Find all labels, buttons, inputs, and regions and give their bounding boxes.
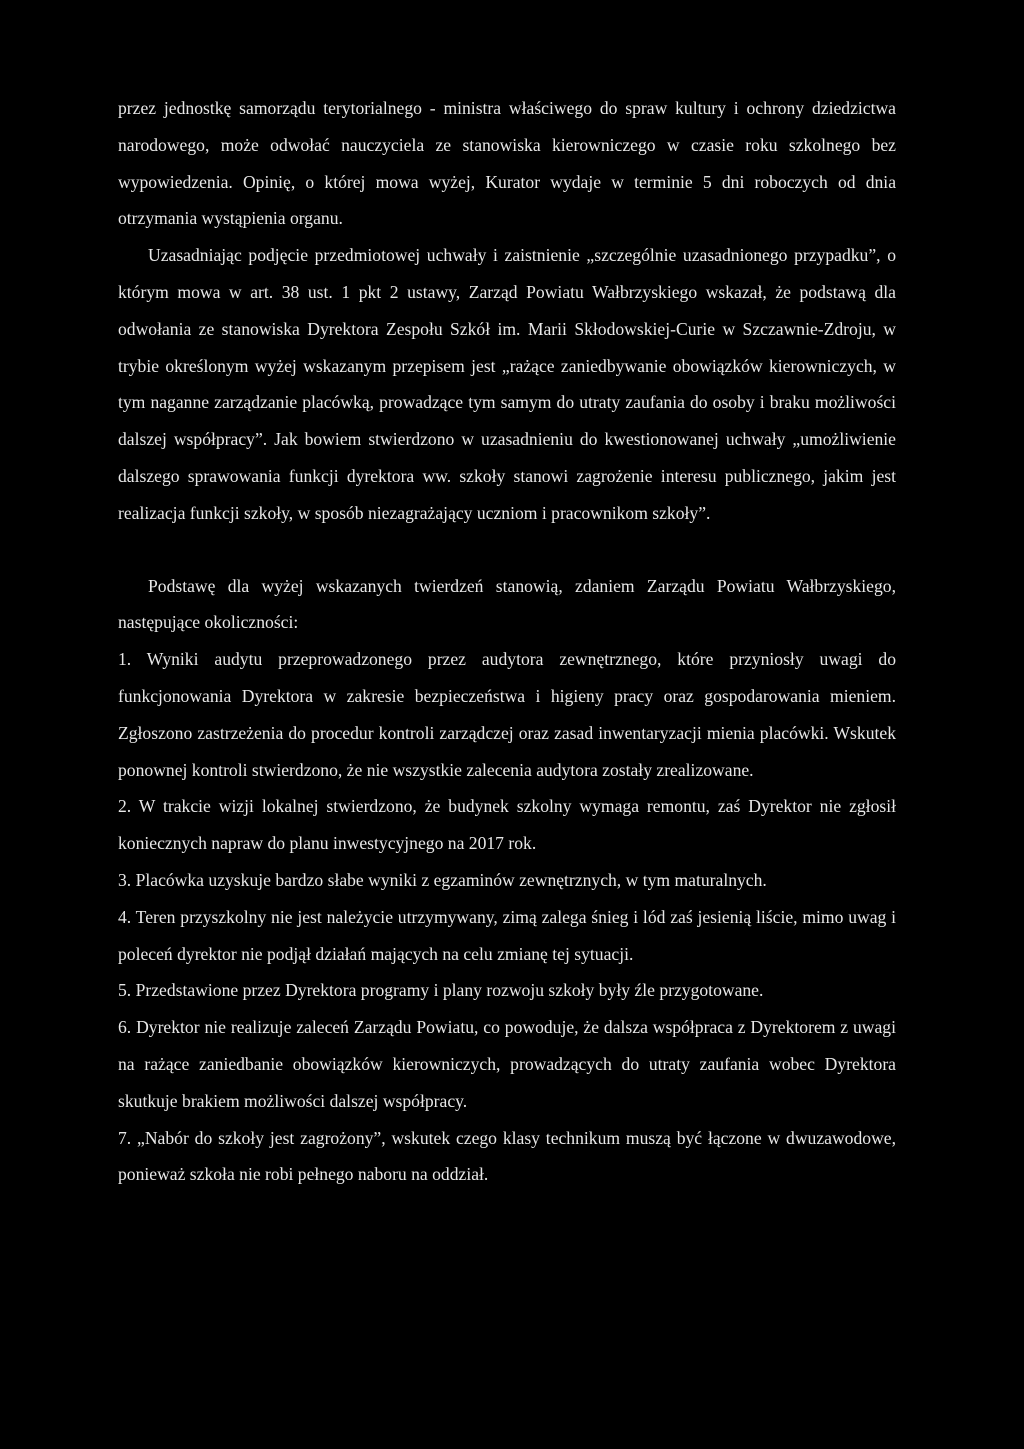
- list-item-5: 5. Przedstawione przez Dyrektora programy i plany rozwoju szkoły były źle przygotowane.: [118, 980, 764, 1001]
- list-item-6: 6. Dyrektor nie realizuje zaleceń Zarządu Powiatu, co powoduje, że dalsza współpraca z Dyrektorem z uwagi na rażące zaniedbanie obowiązków kierowniczych, prowadzących do utraty zaufania wobec Dyrektora skutkuje brakiem możliwości dalszej współpracy.: [118, 1017, 896, 1111]
- paragraph-2: Uzasadniając podjęcie przedmiotowej uchwały i zaistnienie „szczególnie uzasadnionego przypadku”, o którym mowa w art. 38 ust. 1 pkt 2 ustawy, Zarząd Powiatu Wałbrzyskiego wskazał, że podstawą dla odwołania ze stanowiska Dyrektora Zespołu Szkół im. Marii Skłodowskiej-Curie w Szczawnie-Zdroju, w trybie określonym wyżej wskazanym przepisem jest „rażące zaniedbywanie obowiązków kierowniczych, w tym naganne zarządzanie placówką, prowadzące tym samym do utraty zaufania do osoby i braku możliwości dalszej współpracy”. Jak bowiem stwierdzono w uzasadnieniu do kwestionowanej uchwały „umożliwienie dalszego sprawowania funkcji dyrektora ww. szkoły stanowi zagrożenie interesu publicznego, jakim jest realizacja funkcji szkoły, w sposób niezagrażający uczniom i pracownikom szkoły”.: [118, 245, 896, 523]
- list-item-1: 1. Wyniki audytu przeprowadzonego przez audytora zewnętrznego, które przyniosły uwagi do funkcjonowania Dyrektora w zakresie bezpieczeństwa i higieny pracy oraz gospodarowania mieniem. Zgłoszono zastrzeżenia do procedur kontroli zarządczej oraz zasad inwentaryzacji mienia placówki. Wskutek ponownej kontroli stwierdzono, że nie wszystkie zalecenia audytora zostały zrealizowane.: [118, 649, 896, 780]
- list-item-2: 2. W trakcie wizji lokalnej stwierdzono, że budynek szkolny wymaga remontu, zaś Dyrektor nie zgłosił koniecznych napraw do planu inwestycyjnego na 2017 rok.: [118, 796, 896, 854]
- list-item-4: 4. Teren przyszkolny nie jest należycie utrzymywany, zimą zalega śnieg i lód zaś jesienią liście, mimo uwag i poleceń dyrektor nie podjął działań mających na celu zmianę tej sytuacji.: [118, 906, 896, 964]
- list-item-3: 3. Placówka uzyskuje bardzo słabe wyniki z egzaminów zewnętrznych, w tym maturalnych.: [118, 869, 767, 890]
- paragraph-gap: [118, 532, 896, 568]
- paragraph-1: przez jednostkę samorządu terytorialnego - ministra właściwego do spraw kultury i ochrony dziedzictwa narodowego, może odwołać nauczyciela ze stanowiska kierowniczego w czasie roku szkolnego bez wypowiedzenia. Opinię, o której mowa wyżej, Kurator wydaje w terminie 5 dni roboczych od dnia otrzymania wystąpienia organu.: [118, 98, 896, 229]
- paragraph-3: Podstawę dla wyżej wskazanych twierdzeń stanowią, zdaniem Zarządu Powiatu Wałbrzyskiego, następujące okoliczności:: [118, 575, 896, 633]
- document-page: [118, 90, 896, 1193]
- list-item-7: 7. „Nabór do szkoły jest zagrożony”, wskutek czego klasy technikum muszą być łączone w dwuzawodowe, ponieważ szkoła nie robi pełnego naboru na oddział.: [118, 1127, 896, 1185]
